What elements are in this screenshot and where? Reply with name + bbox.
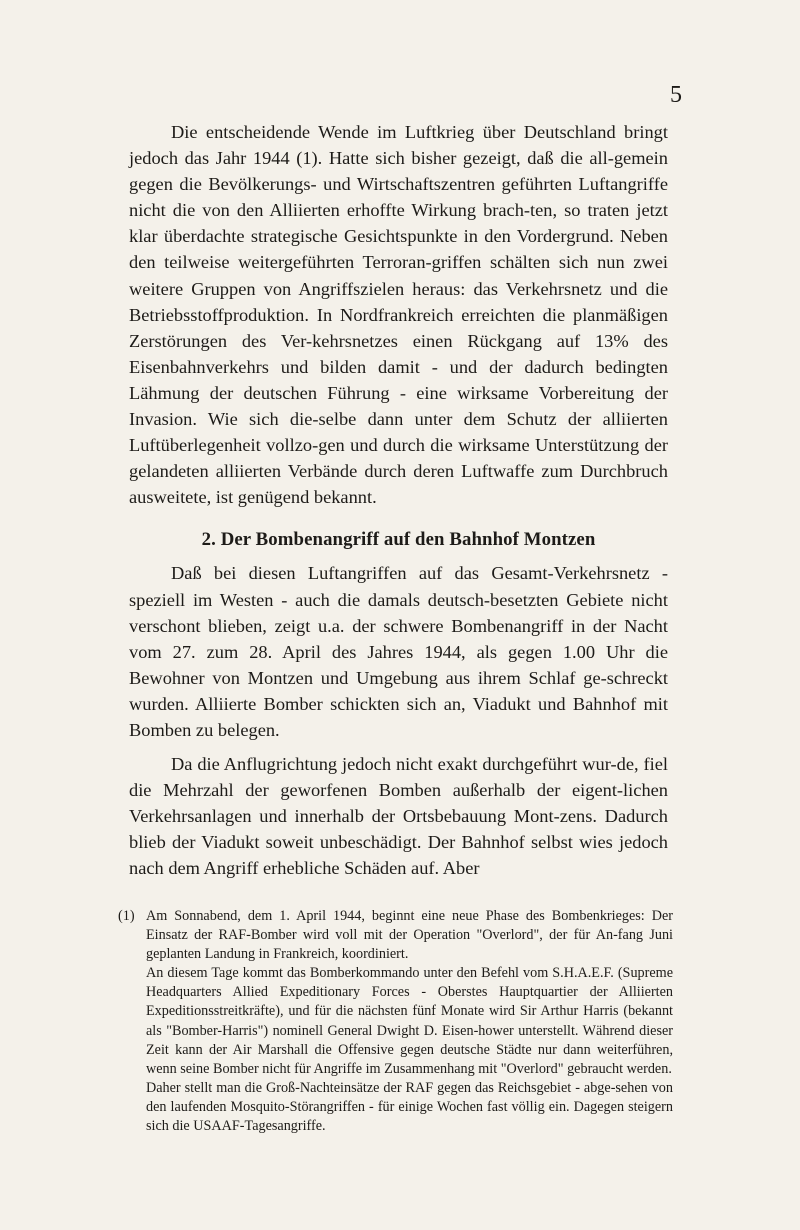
main-text: [129, 119, 668, 882]
footnote-marker: (1): [118, 908, 135, 924]
footnote-separator: [129, 892, 669, 893]
footnote-paragraph-1: Am Sonnabend, dem 1. April 1944, beginnt eine neue Phase des Bombenkrieges: Der Einsatz der RAF-Bomber wird voll mit der Operation "Overlord", der für An-fang Juni geplanten Landung in Frankreich, koordiniert.: [146, 908, 673, 963]
paragraph-wende-luftkrieg: Die entscheidende Wende im Luftkrieg über Deutschland bringt jedoch das Jahr 1944 (1). Hatte sich bisher gezeigt, daß die all-gemein gegen die Bevölkerungs- und Wirtschaftszentren geführten Luftangriffe nicht die von den Alliierten erhoffte Wirkung brach-ten, so traten jetzt klar überdachte strategische Gesichtspunkte in den Vordergrund. Neben den teilweise weitergeführten Terroran-griffen schälten sich nun zwei weitere Gruppen von Angriffszielen heraus: das Verkehrsnetz und die Betriebsstoffproduktion. In Nordfrankreich erreichten die planmäßigen Zerstörungen des Ver-kehrsnetzes einen Rückgang auf 13% des Eisenbahnverkehrs und bilden damit - und der dadurch bedingten Lähmung der deutschen Führung - eine wirksame Vorbereitung der Invasion. Wie sich die-selbe dann unter dem Schutz der alliierten Luftüberlegenheit vollzo-gen und durch die wirksame Unterstützung der gelandeten alliierten Verbände durch deren Luftwaffe zum Durchbruch ausweitete, ist genügend bekannt.: [129, 122, 668, 508]
page-number: 5: [670, 82, 682, 108]
paragraph-bombenangriff: Daß bei diesen Luftangriffen auf das Gesamt-Verkehrsnetz -speziell im Westen - auch die damals deutsch-besetzten Gebiete nicht verschont blieben, zeigt u.a. der schwere Bombenangriff in der Nacht vom 27. zum 28. April des Jahres 1944, als gegen 1.00 Uhr die Bewohner von Montzen und Umgebung aus ihrem Schlaf ge-schreckt wurden. Alliierte Bomber schickten sich an, Viadukt und Bahnhof mit Bomben zu belegen.: [129, 563, 668, 740]
section-heading-montzen: 2. Der Bombenangriff auf den Bahnhof Montzen: [201, 529, 596, 551]
footnote-paragraph-3: Daher stellt man die Groß-Nachteinsätze der RAF gegen das Reichsgebiet - abge-sehen von den laufenden Mosquito-Störangriffen - für einige Wochen fast völlig ein. Dagegen steigern sich die USAAF-Tagesangriffe.: [146, 1079, 673, 1135]
paragraph-anflugrichtung: Da die Anflugrichtung jedoch nicht exakt durchgeführt wur-de, fiel die Mehrzahl der geworfenen Bomben außerhalb der eigent-lichen Verkehrsanlagen und innerhalb der Ortsbebauung Mont-zens. Dadurch blieb der Viadukt soweit unbeschädigt. Der Bahnhof selbst wies jedoch nach dem Angriff erhebliche Schäden auf. Aber: [129, 754, 668, 879]
footnote-body: [146, 907, 673, 1136]
footnote-paragraph-2: An diesem Tage kommt das Bomberkommando unter den Befehl vom S.H.A.E.F. (Supreme Headquarters Allied Expeditionary Forces - Oberstes Hauptquartier der Alliierten Expeditionsstreitkräfte), und für die nächsten fünf Monate wird Sir Arthur Harris (bekannt als "Bomber-Harris") nominell General Dwight D. Eisen-hower unterstellt. Während dieser Zeit kann der Air Marshall die Offensive gegen deutsche Städte nur dann weiterführen, wenn seine Bomber nicht für Angriffe im Zusammenhang mit "Overlord" gebraucht werden.: [146, 965, 673, 1077]
paragraph-gap: [129, 743, 668, 751]
footnote: [118, 907, 673, 1136]
